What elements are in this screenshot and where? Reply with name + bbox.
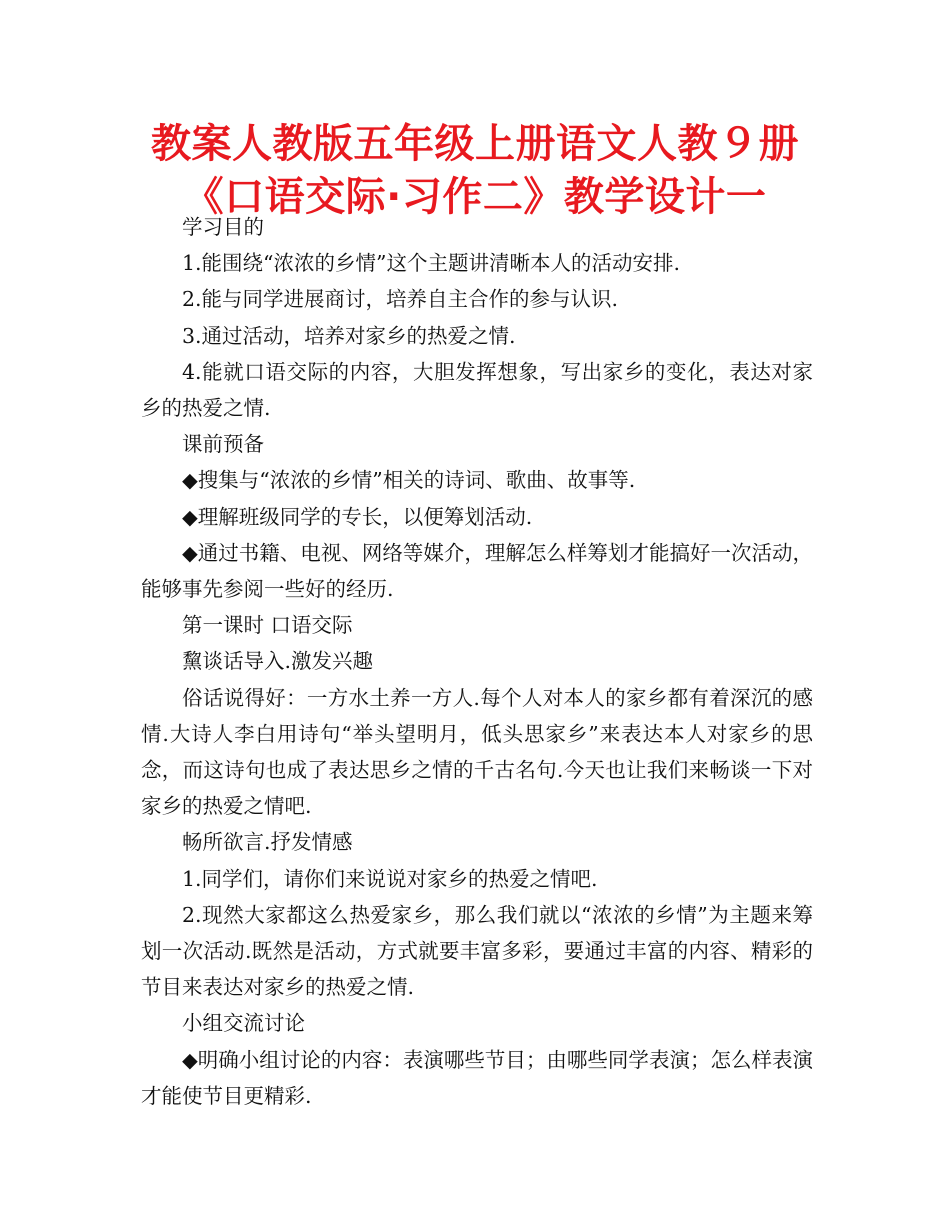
objective-item: 2.能与同学进展商讨，培养自主合作的参与认识. [182,287,619,312]
section-heading-preparation: 课前预备 [182,432,264,457]
preparation-item: ◆通过书籍、电视、网络等媒介，理解怎么样筹划才能搞好一次活动，能够事先参阅一些好的经历. [141,540,813,602]
preparation-item: ◆理解班级同学的专长，以便筹划活动. [182,504,533,529]
preparation-item: ◆搜集与“浓浓的乡情”相关的诗词、歌曲、故事等. [182,468,636,493]
body-paragraph: 俗话说得好：一方水土养一方人.每个人对本人的家乡都有着深沉的感情.大诗人李白用诗句“举头望明月，低头思家乡”来表达本人对家乡的思念，而这诗句也成了表达思乡之情的千古名句.今天也让我们来畅谈一下对家乡的热爱之情吧. [141,685,813,819]
list-item: 2.现然大家都这么热爱家乡，那么我们就以“浓浓的乡情”为主题来筹划一次活动.既然是活动，方式就要丰富多彩，要通过丰富的内容、精彩的节目来表达对家乡的热爱之情. [141,902,813,1000]
subsection-heading: 畅所欲言.抒发情感 [182,830,353,855]
list-item: 1.同学们，请你们来说说对家乡的热爱之情吧. [182,866,598,891]
subsection-heading: 小组交流讨论 [182,1011,305,1036]
objective-item: 1.能围绕“浓浓的乡情”这个主题讲清晰本人的活动安排. [182,251,681,276]
document-body [141,209,813,1114]
objective-item: 4.能就口语交际的内容，大胆发挥想象，写出家乡的变化，表达对家乡的热爱之情. [141,359,813,421]
document-title: 教案人教版五年级上册语文人教９册《口语交际·习作二》教学设计一 [151,121,799,220]
subsection-heading: 黧谈话导入.激发兴趣 [182,649,374,674]
objective-item: 3.通过活动，培养对家乡的热爱之情. [182,323,516,348]
section-heading-objectives: 学习目的 [182,215,264,239]
section-heading-lesson-one: 第一课时 口语交际 [182,613,353,638]
list-item: ◆明确小组讨论的内容：表演哪些节目；由哪些同学表演；怎么样表演才能使节目更精彩. [141,1047,813,1108]
